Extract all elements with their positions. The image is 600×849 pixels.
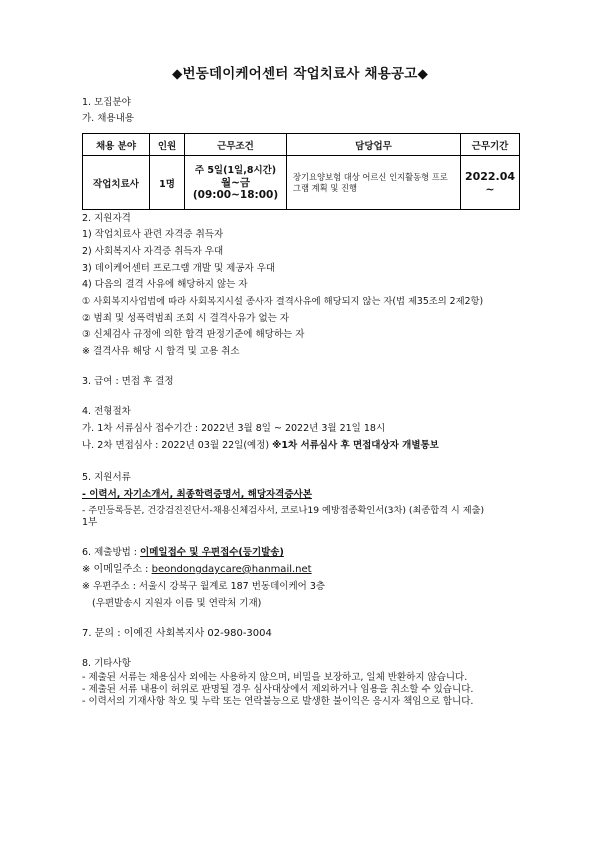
section-8-heading: 8. 기타사항 [82,658,131,669]
qualification-item: 2) 사회복지사 자격증 취득자 우대 [82,246,224,257]
table-row [83,156,520,210]
qualification-item: 3) 데이케어센터 프로그램 개발 및 제공자 우대 [82,263,276,274]
qualification-note: ※ 결격사유 해당 시 합격 및 고용 취소 [82,346,240,357]
documents-required-2: - 주민등록등본, 건강검진진단서-채용신체검사서, 코로나19 예방접종확인서(3차) (최종합격 시 제출) [82,505,485,516]
table-header-cell: 근무기간 [461,134,520,156]
period-cell [461,156,520,210]
recruitment-table [82,133,520,210]
note-item: - 이력서의 기재사항 착오 및 누락 또는 연락불능으로 발생한 불이익은 응시자 책임으로 합니다. [82,696,474,707]
count-cell: 1명 [150,156,185,210]
condition-weekdays: 월~금 [220,176,251,189]
table-header-row [83,134,520,156]
conditions-cell [185,156,287,210]
section-3-salary: 3. 급여 : 면접 후 결정 [82,376,174,387]
postal-note: (우편발송시 지원자 이름 및 연락처 기재) [92,598,262,609]
section-6-label: 6. 제출방법 : [82,547,141,558]
note-item: - 제출된 서류 내용이 허위로 판명될 경우 심사대상에서 제외하거나 임용을 취소할 수 있습니다. [82,684,474,695]
period-tilde: ~ [485,182,495,196]
section-5-heading: 5. 지원서류 [82,472,131,483]
documents-required-2-cont: 1부 [82,517,98,528]
qualification-item: ③ 신체검사 규정에 의한 합격 판정기준에 해당하는 자 [82,329,305,340]
qualification-item: 4) 다음의 결격 사유에 해당하지 않는 자 [82,279,248,290]
duty-cell [287,156,461,210]
process-step-2 [82,440,439,452]
field-cell: 작업치료사 [83,156,150,210]
period-start: 2022.04 [464,169,516,183]
section-6-heading [82,547,284,559]
process-step-1: 가. 1차 서류심사 접수기간 : 2022년 3월 8일 ~ 2022년 3월 21일 18시 [82,423,386,434]
note-item: - 제출된 서류는 채용심사 외에는 사용하지 않으며, 비밀을 보장하고, 일체 반환하지 않습니다. [82,672,468,683]
email-label: ※ 이메일주소 : [82,564,152,575]
process-step-2-note: ※1차 서류심사 후 면접대상자 개별통보 [272,440,439,451]
condition-days: 주 5일(1일,8시간) [194,164,277,176]
qualification-item: ① 사회복지사업법에 따라 사회복지시설 종사자 결격사유에 해당되지 않는 자(법 제35조의 2제2항) [82,296,484,307]
process-step-2-text: 나. 2차 면접심사 : 2022년 03월 22일(예정) [82,440,273,451]
table-header-cell: 인원 [150,134,185,156]
table-header-cell: 근무조건 [185,134,287,156]
qualification-item: 1) 작업치료사 관련 자격증 취득자 [82,229,224,240]
section-2-heading: 2. 지원자격 [82,213,131,224]
table-header-cell: 채용 분야 [83,134,150,156]
duty-text: 장기요양보험 대상 어르신 인지활동형 프로그램 계획 및 진행 [293,171,448,193]
condition-hours: (09:00~18:00) [192,188,279,201]
section-4-heading: 4. 전형절차 [82,406,131,417]
submission-method: 이메일접수 및 우편접수(등기발송) [140,547,284,558]
section-1-subheading: 가. 채용내용 [82,113,134,124]
qualification-item: ② 범죄 및 성폭력범죄 조회 시 결격사유가 없는 자 [82,313,290,324]
email-line [82,564,312,576]
email-address-link[interactable]: beondongdaycare@hanmail.net [151,564,312,575]
postal-address: ※ 우편주소 : 서울시 강북구 월계로 187 번동데이케어 3층 [82,581,326,592]
table-header-cell: 담당업무 [287,134,461,156]
page-title: ◆번동데이케어센터 작업치료사 채용공고◆ [171,66,429,82]
section-1-heading: 1. 모집분야 [82,97,131,108]
documents-required-1: - 이력서, 자기소개서, 최종학력증명서, 해당자격증사본 [82,489,312,500]
section-7-contact: 7. 문의 : 이예진 사회복지사 02-980-3004 [82,628,272,639]
